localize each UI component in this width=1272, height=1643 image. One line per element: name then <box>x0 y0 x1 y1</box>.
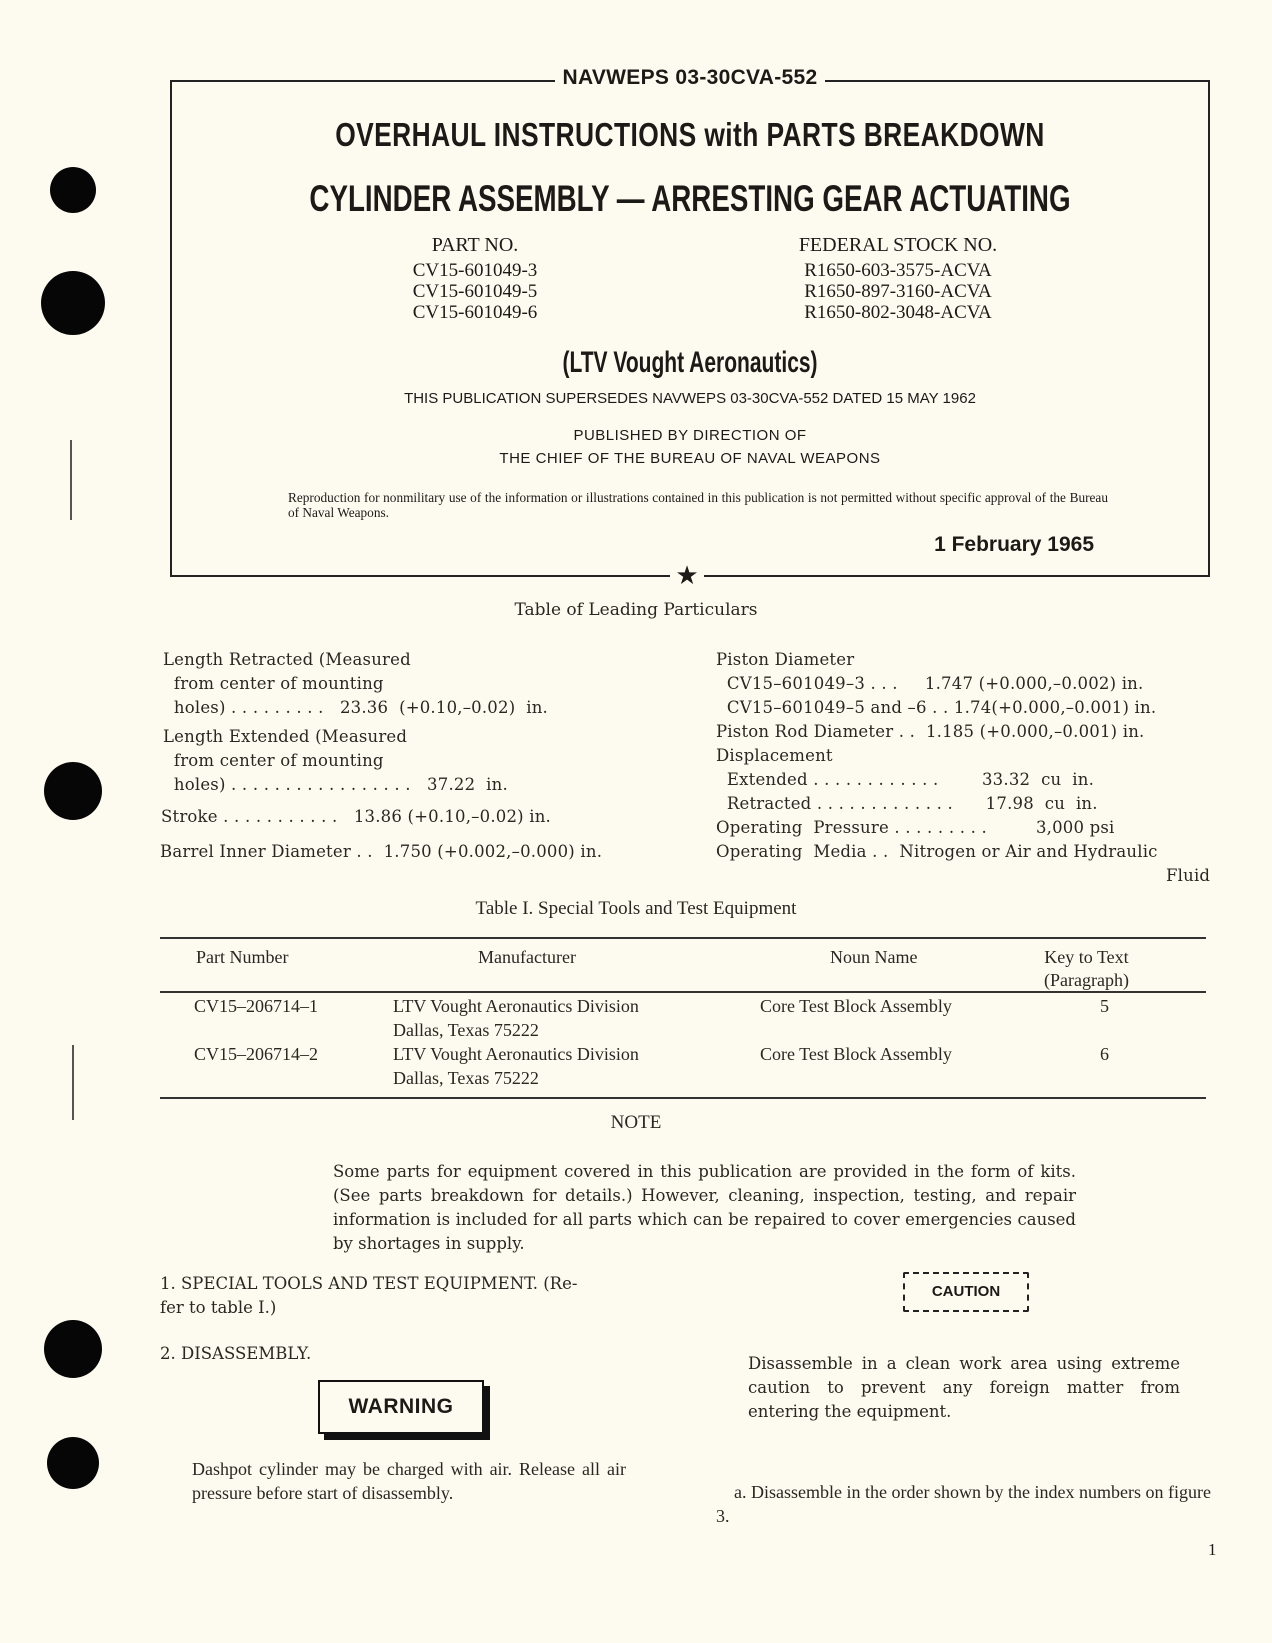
particular-line: Piston Diameter <box>716 650 855 669</box>
leading-particulars-title: Table of Leading Particulars <box>514 600 758 620</box>
cell-part-number: CV15–206714–1 <box>194 996 319 1016</box>
table-header-rule <box>160 991 1206 993</box>
margin-mark <box>70 440 72 520</box>
particular-line: Operating Media . . Nitrogen or Air and Hydraulic <box>716 842 1158 861</box>
federal-stock-header: FEDERAL STOCK NO. <box>798 234 998 256</box>
particular-line: from center of mounting <box>163 674 384 693</box>
tools-table-title: Table I. Special Tools and Test Equipment <box>475 898 797 919</box>
warning-label: WARNING <box>318 1380 484 1434</box>
binder-hole <box>41 271 105 335</box>
particular-line: Barrel Inner Diameter . . 1.750 (+0.002,–0.000) in. <box>160 842 603 861</box>
reproduction-notice: Reproduction for nonmilitary use of the information or illustrations contained in this publication is not permitted without specific approval of the Bureau of Naval Weapons. <box>288 490 1108 520</box>
binder-hole <box>50 167 96 213</box>
binder-hole <box>44 762 102 820</box>
particular-line: Length Extended (Measured <box>163 727 408 746</box>
step-a-text: a. Disassemble in the order shown by the index numbers on figure 3. <box>716 1482 1211 1526</box>
page-number: 1 <box>1208 1540 1217 1559</box>
cell-noun-name: Core Test Block Assembly <box>760 996 952 1016</box>
federal-stock-number: R1650-897-3160-ACVA <box>804 281 992 302</box>
federal-stock-number: R1650-603-3575-ACVA <box>804 260 992 281</box>
part-number: CV15-601049-6 <box>412 302 538 323</box>
part-number: CV15-601049-3 <box>412 260 538 281</box>
cell-key: 6 <box>1100 1044 1109 1064</box>
part-no-header: PART NO. <box>431 234 519 256</box>
binder-hole <box>47 1437 99 1489</box>
table-top-rule <box>160 937 1206 939</box>
cell-manufacturer: LTV Vought Aeronautics Division <box>393 1044 639 1064</box>
part-no-column <box>390 235 560 323</box>
federal-stock-number: R1650-802-3048-ACVA <box>804 302 992 323</box>
note-heading: NOTE <box>610 1112 662 1133</box>
col-header-manufacturer: Manufacturer <box>478 947 576 967</box>
particular-line: Piston Rod Diameter . . 1.185 (+0.000,–0.001) in. <box>716 722 1145 741</box>
particular-line: from center of mounting <box>163 751 384 770</box>
particular-line: CV15–601049–3 . . . 1.747 (+0.000,–0.002) in. <box>716 674 1144 693</box>
caution-text: Disassemble in a clean work area using extreme caution to prevent any foreign matter from entering the equipment. <box>748 1354 1180 1421</box>
particular-line: Extended . . . . . . . . . . . . 33.32 cu in. <box>716 770 1095 789</box>
supersedes-notice: THIS PUBLICATION SUPERSEDES NAVWEPS 03-30CVA-552 DATED 15 MAY 1962 <box>404 390 976 407</box>
document-title: OVERHAUL INSTRUCTIONS with PARTS BREAKDOWN <box>335 116 1045 153</box>
cell-address: Dallas, Texas 75222 <box>393 1020 539 1040</box>
cell-part-number: CV15–206714–2 <box>194 1044 319 1064</box>
doc-number: NAVWEPS 03-30CVA-552 <box>172 66 1208 90</box>
title-block <box>170 66 1210 577</box>
margin-mark <box>72 1045 74 1120</box>
caution-label: CAUTION <box>903 1272 1029 1312</box>
publication-date: 1 February 1965 <box>934 533 1094 556</box>
federal-stock-column <box>784 235 1012 323</box>
star-icon: ★ <box>670 561 704 591</box>
cell-manufacturer: LTV Vought Aeronautics Division <box>393 996 639 1016</box>
section-2-heading: 2. DISASSEMBLY. <box>160 1344 312 1363</box>
col-header-key-to-text: Key to Text (Paragraph) <box>1044 947 1129 990</box>
section-1-heading: 1. SPECIAL TOOLS AND TEST EQUIPMENT. (Re- fer to table I.) <box>160 1274 578 1317</box>
particular-line: CV15–601049–5 and –6 . . 1.74(+0.000,–0.001) in. <box>716 698 1157 717</box>
particular-line: Fluid <box>1166 866 1211 885</box>
table-bottom-rule <box>160 1097 1206 1099</box>
document-subtitle: CYLINDER ASSEMBLY — ARRESTING GEAR ACTUATING <box>309 178 1071 219</box>
cell-address: Dallas, Texas 75222 <box>393 1068 539 1088</box>
note-text: Some parts for equipment covered in this publication are provided in the form of kits. (See parts breakdown for details.) However, cleaning, inspection, testing, and repair information is included for all parts which can be repaired to cover emergencies caused by shortages in supply. <box>333 1162 1076 1253</box>
published-by: PUBLISHED BY DIRECTION OF THE CHIEF OF THE BUREAU OF NAVAL WEAPONS <box>499 427 881 467</box>
vendor-name: (LTV Vought Aeronautics) <box>562 346 818 379</box>
particular-line: Stroke . . . . . . . . . . . 13.86 (+0.10,–0.02) in. <box>161 807 551 826</box>
particular-line: Displacement <box>716 746 833 765</box>
particular-line: Length Retracted (Measured <box>163 650 411 669</box>
cell-key: 5 <box>1100 996 1109 1016</box>
particular-line: holes) . . . . . . . . . 23.36 (+0.10,–0.02) in. <box>163 698 548 717</box>
col-header-part-number: Part Number <box>196 947 289 967</box>
binder-hole <box>44 1320 102 1378</box>
warning-text: Dashpot cylinder may be charged with air. Release all air pressure before start of disassembly. <box>192 1459 626 1503</box>
part-number: CV15-601049-5 <box>412 281 538 302</box>
cell-noun-name: Core Test Block Assembly <box>760 1044 952 1064</box>
particular-line: holes) . . . . . . . . . . . . . . . . . 37.22 in. <box>163 775 508 794</box>
particular-line: Operating Pressure . . . . . . . . . 3,000 psi <box>716 818 1115 837</box>
col-header-noun-name: Noun Name <box>830 947 918 967</box>
particular-line: Retracted . . . . . . . . . . . . . 17.98 cu in. <box>716 794 1098 813</box>
